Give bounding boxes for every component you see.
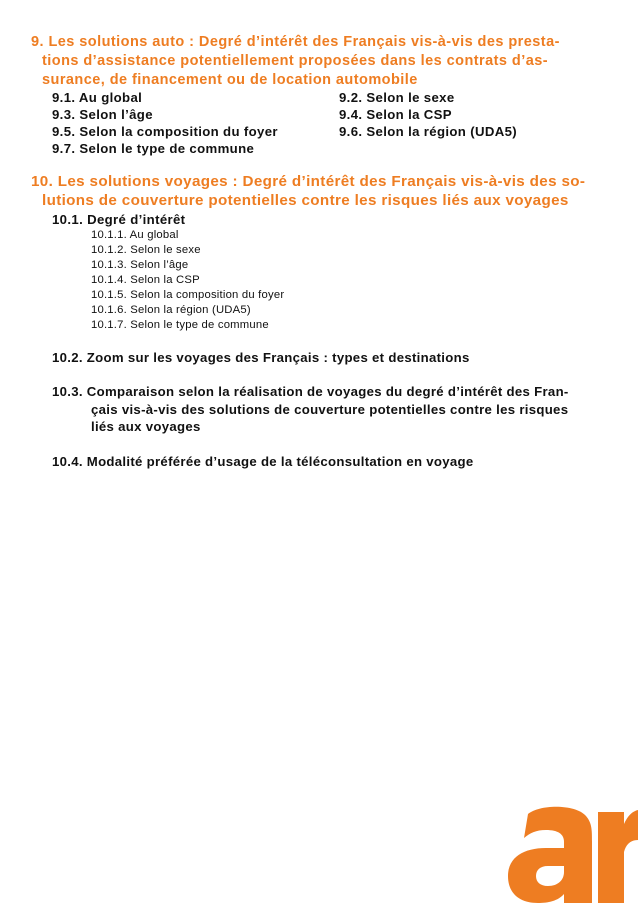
section-10-title-line2: lutions de couverture potentielles contre les risques liés aux voyages xyxy=(42,192,569,209)
section-10-1-item: 10.1.3. Selon l’âge xyxy=(91,259,189,271)
section-10-3-title-line1: 10.3. Comparaison selon la réalisation de voyages du degré d’intérêt des Fran- xyxy=(52,384,569,399)
section-9-item-6: 9.6. Selon la région (UDA5) xyxy=(339,124,517,139)
section-10-1-item: 10.1.5. Selon la composition du foyer xyxy=(91,289,285,301)
section-10-title-line1: 10. Les solutions voyages : Degré d’intérêt des Français vis-à-vis des so- xyxy=(31,173,586,190)
section-10-3-title-line2: çais vis-à-vis des solutions de couverture potentielles contre les risques xyxy=(91,401,569,417)
section-9-title-line3: surance, de financement ou de location automobile xyxy=(42,72,418,88)
section-9-item-2: 9.2. Selon le sexe xyxy=(339,90,455,105)
section-10-1-item: 10.1.6. Selon la région (UDA5) xyxy=(91,304,251,316)
section-9-item-5: 9.5. Selon la composition du foyer xyxy=(52,124,278,139)
section-10-1-title: 10.1. Degré d’intérêt xyxy=(52,212,186,227)
section-10-3-title-line3: liés aux voyages xyxy=(91,419,201,434)
section-10-2-title: 10.2. Zoom sur les voyages des Français : types et destinations xyxy=(52,350,470,365)
section-9-item-3: 9.3. Selon l’âge xyxy=(52,107,153,122)
section-9-title-line2: tions d’assistance potentiellement proposées dans les contrats d’as- xyxy=(42,53,549,69)
section-10-1-item: 10.1.4. Selon la CSP xyxy=(91,274,200,286)
section-10-1-item: 10.1.1. Au global xyxy=(91,229,179,241)
section-10-3-title xyxy=(52,383,612,436)
section-10-1-item: 10.1.7. Selon le type de commune xyxy=(91,319,269,331)
section-9-title-line1: 9. Les solutions auto : Degré d’intérêt des Français vis-à-vis des presta- xyxy=(31,34,560,50)
section-9-item-1: 9.1. Au global xyxy=(52,90,143,105)
section-9-item-7: 9.7. Selon le type de commune xyxy=(52,141,255,156)
section-10-1-item: 10.1.2. Selon le sexe xyxy=(91,244,201,256)
logo-letter-a xyxy=(508,807,592,903)
section-10-heading xyxy=(31,172,611,210)
logo-letter-r xyxy=(598,810,638,903)
section-9-item-4: 9.4. Selon la CSP xyxy=(339,107,452,122)
brand-logo xyxy=(506,802,638,903)
section-9-heading xyxy=(31,33,611,90)
section-10-4-title: 10.4. Modalité préférée d’usage de la téléconsultation en voyage xyxy=(52,454,474,469)
